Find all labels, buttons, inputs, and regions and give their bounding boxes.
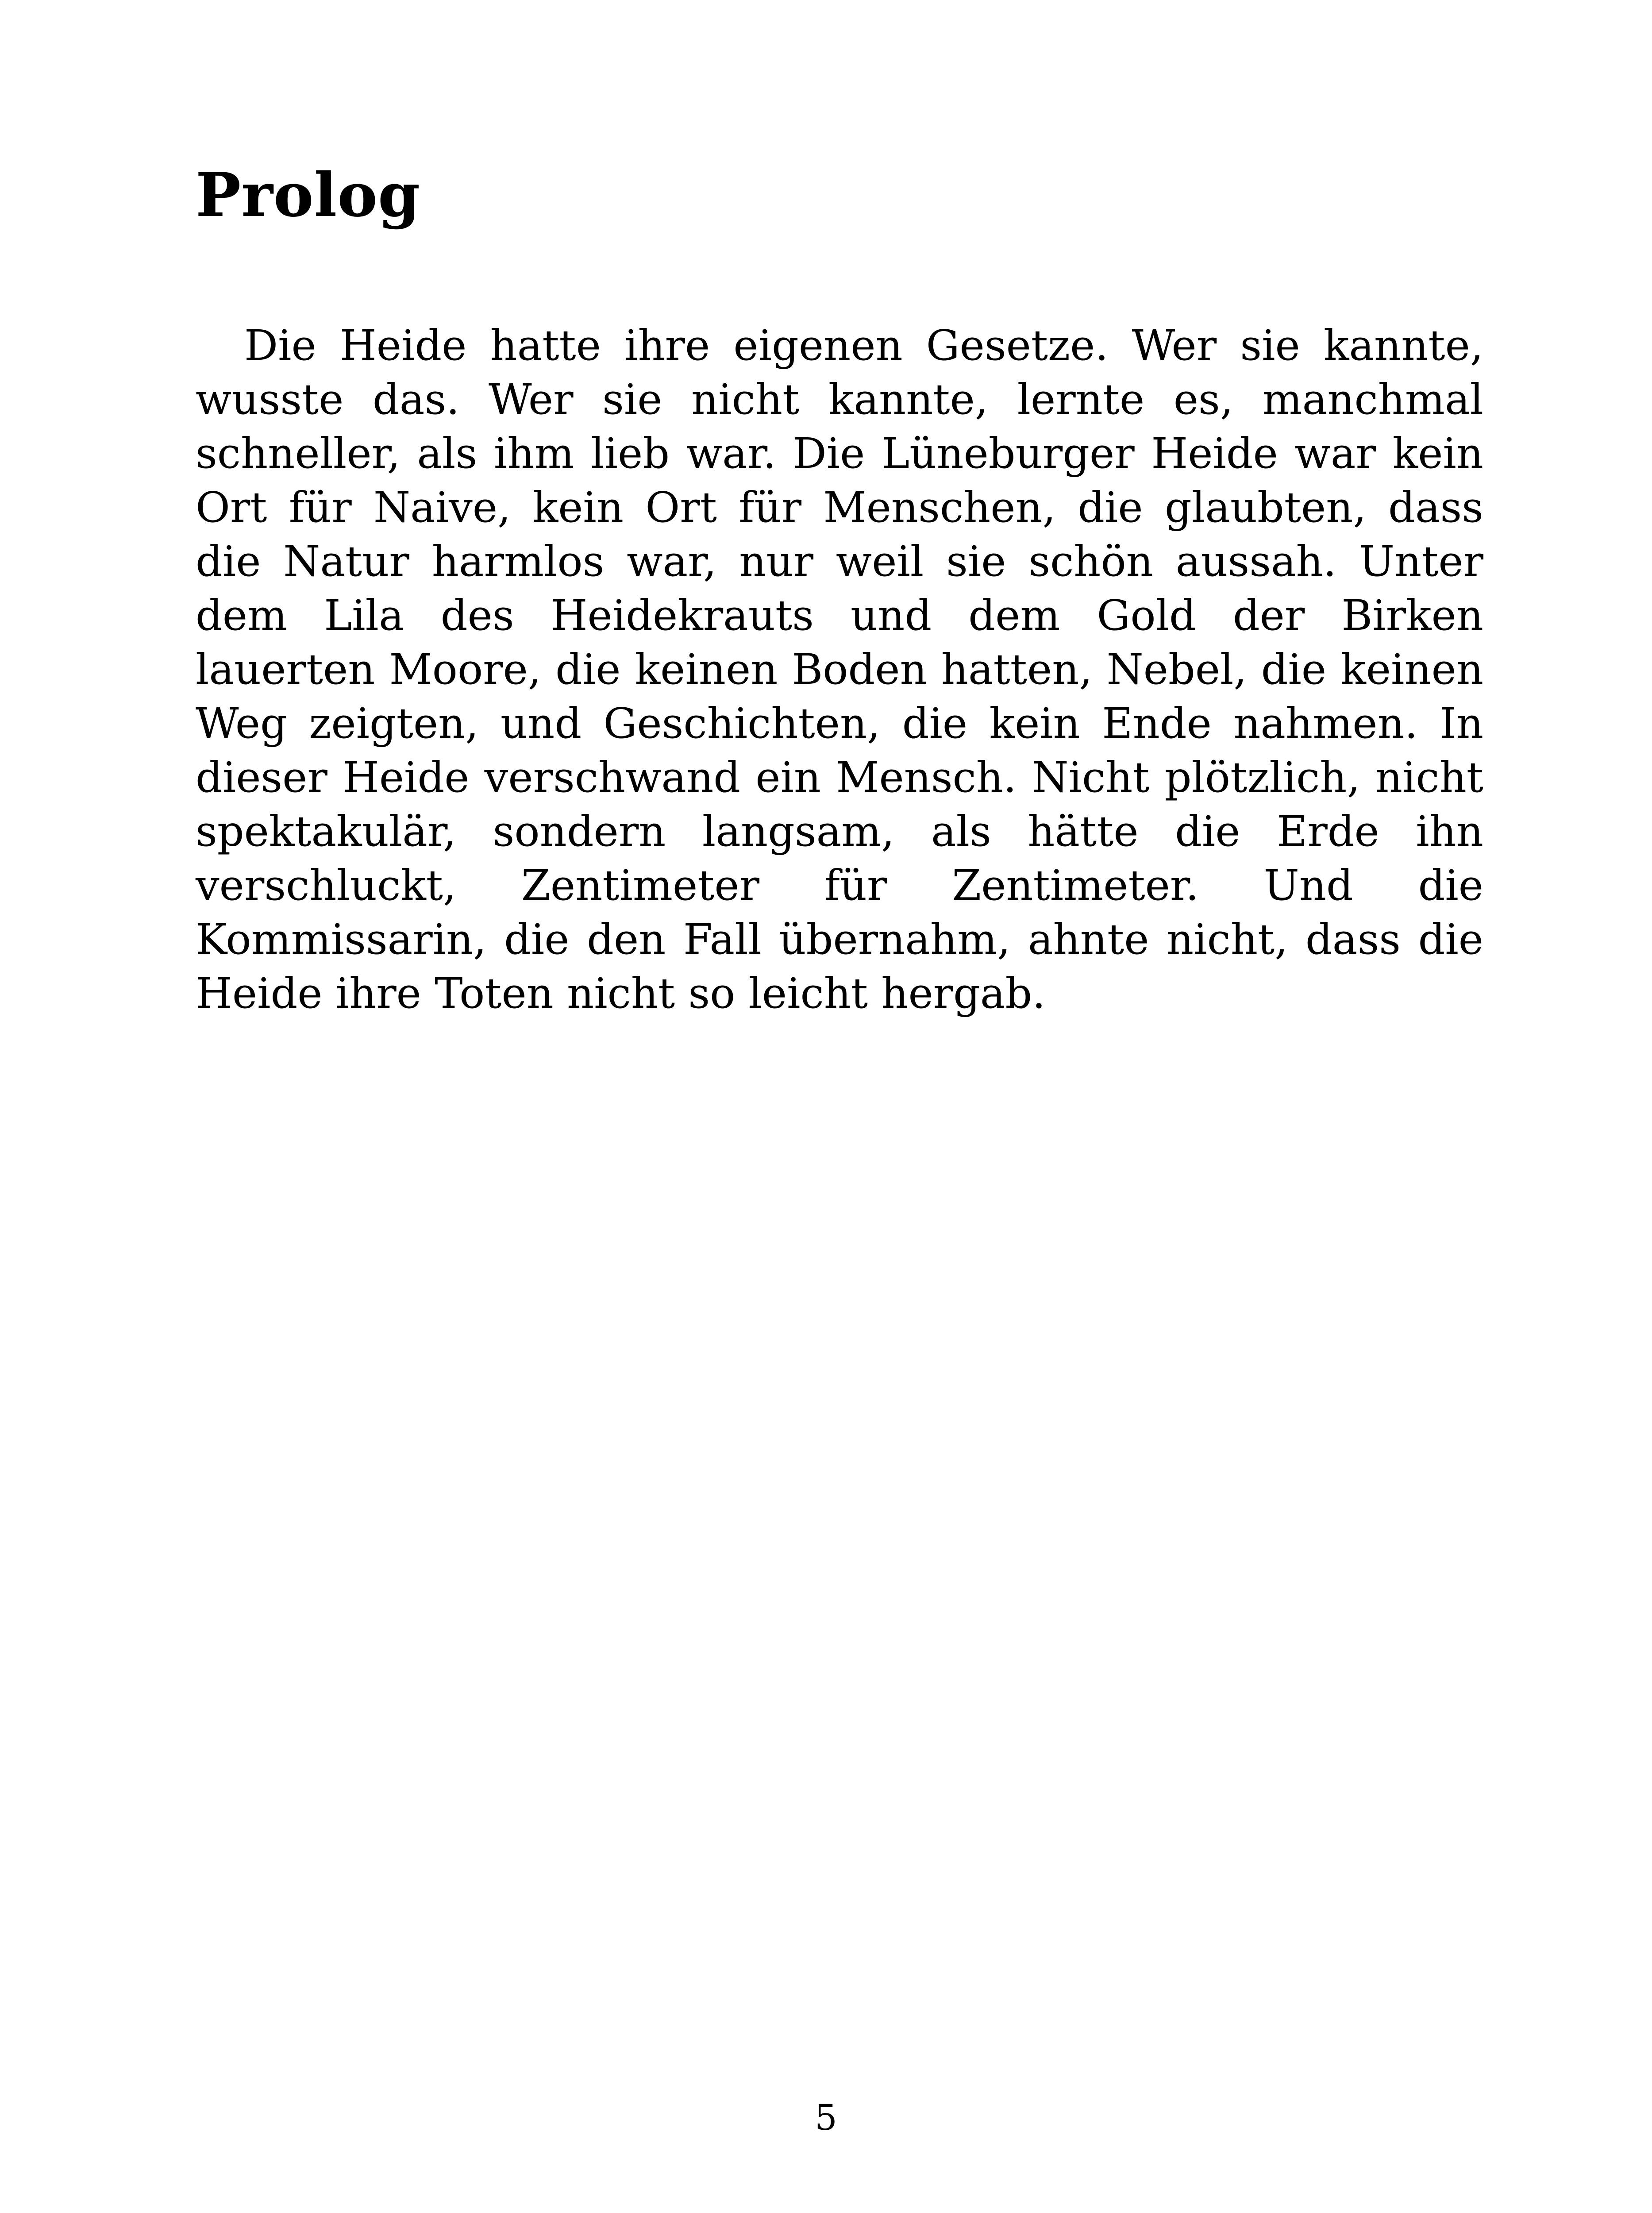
prologue-paragraph: Die Heide hatte ihre eigenen Gesetze. Wer sie kannte, wusste das. Wer sie nicht kannte, lernte es, manchmal schneller, als ihm lieb war. Die Lüneburger Heide war kein Ort für Naive, kein Ort für Menschen, die glaubten, dass die Natur harmlos war, nur weil sie schön aussah. Unter dem Lila des Heidekrauts und dem Gold der Birken lauerten Moore, die keinen Boden hatten, Nebel, die keinen Weg zeigten, und Geschichten, die kein Ende nahmen. In dieser Heide verschwand ein Mensch. Nicht plötzlich, nicht spektakulär, sondern langsam, als hätte die Erde ihn verschluckt, Zentimeter für Zentimeter. Und die Kommissarin, die den Fall übernahm, ahnte nicht, dass die Heide ihre Toten nicht so leicht hergab.	[196, 321, 1483, 1018]
chapter-title: Prolog	[196, 160, 421, 231]
page-number: 5	[815, 2097, 837, 2138]
